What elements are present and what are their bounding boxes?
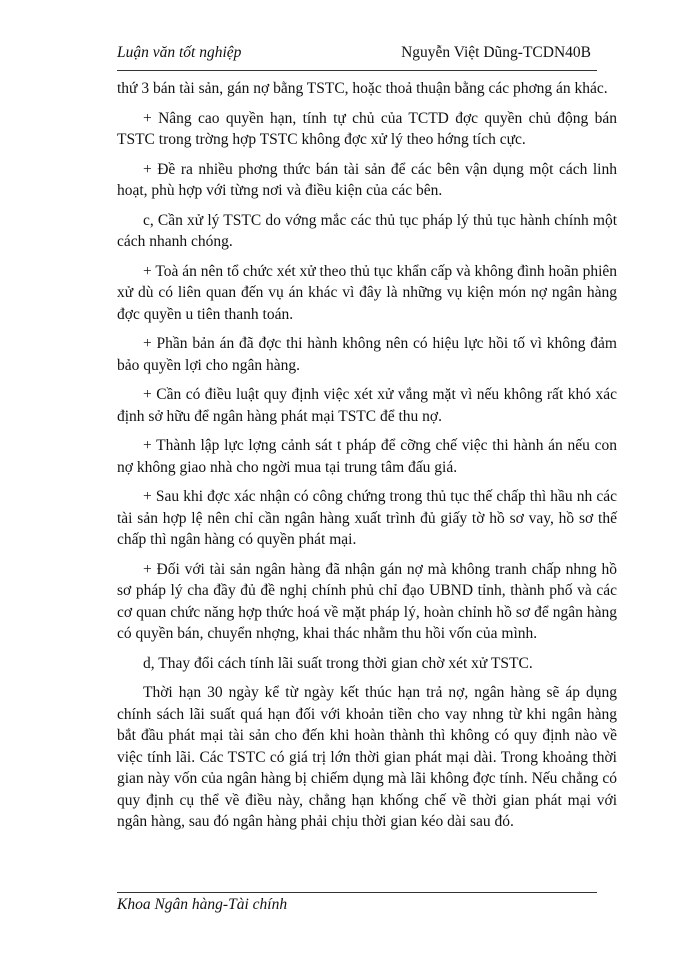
paragraph: + Phần bản án đã đợc thi hành không nên có hiệu lực hồi tố vì không đảm bảo quyền lợi cho ngân hàng. <box>117 335 617 374</box>
paragraph: Thời hạn 30 ngày kể từ ngày kết thúc hạn trả nợ, ngân hàng sẽ áp dụng chính sách lãi suất quá hạn đối với khoản tiền cho vay nhng từ khi ngân hàng bắt đầu phát mại tài sản cho đến khi hoàn thành thì không có quy định nào về việc tính lãi. Các TSTC có giá trị lớn thời gian phát mại dài. Trong khoảng thời gian này vốn của ngân hàng bị chiếm dụng mà lãi không đợc tính. Nếu chẳng có quy định cụ thể về điều này, chẳng hạn khống chế về thời gian phát mại với ngân hàng, sau đó ngân hàng phải chịu thời gian kéo dài sau đó. <box>117 684 617 830</box>
paragraph: + Toà án nên tổ chức xét xử theo thủ tục khẩn cấp và không đình hoãn phiên xử dù có liên quan đến vụ án khác vì đây là những vụ kiện món nợ ngân hàng đợc quyền u tiên thanh toán. <box>117 262 617 323</box>
paragraph: + Cần có điều luật quy định việc xét xử vắng mặt vì nếu không rất khó xác định sở hữu để ngân hàng phát mại TSTC để thu nợ. <box>117 386 617 425</box>
paragraph: + Thành lập lực lợng cảnh sát t pháp để cỡng chế việc thi hành án nếu con nợ không giao nhà cho ngời mua tại trung tâm đấu giá. <box>117 437 617 476</box>
paragraph: + Sau khi đợc xác nhận có công chứng trong thủ tục thế chấp thì hầu nh các tài sản hợp lệ nên chỉ cần ngân hàng xuất trình đủ giấy tờ hồ sơ vay, hồ sơ thế chấp thì ngân hàng có quyền phát mại. <box>117 488 617 548</box>
paragraph: + Nâng cao quyền hạn, tính tự chủ của TCTD đợc quyền chủ động bán TSTC trong trờng hợp TSTC không đợc xử lý theo hớng tích cực. <box>117 109 617 148</box>
page-footer: Khoa Ngân hàng-Tài chính <box>117 896 288 913</box>
page-header <box>117 44 597 68</box>
paragraph: + Đề ra nhiều phơng thức bán tài sản để các bên vận dụng một cách linh hoạt, phù hợp với từng nơi và điều kiện của các bên. <box>117 160 617 199</box>
paragraph: c, Cần xử lý TSTC do vớng mắc các thủ tục pháp lý thủ tục hành chính một cách nhanh chóng. <box>117 211 617 250</box>
header-left-title: Luận văn tốt nghiệp <box>117 44 242 61</box>
footer-divider <box>117 892 597 893</box>
paragraph: d, Thay đổi cách tính lãi suất trong thời gian chờ xét xử TSTC. <box>143 654 533 672</box>
header-divider <box>117 70 597 71</box>
document-body <box>117 78 617 841</box>
header-author: Nguyễn Việt Dũng-TCDN40B <box>401 44 591 61</box>
paragraph: thứ 3 bán tài sản, gán nợ bằng TSTC, hoặc thoả thuận bằng các phơng án khác. <box>117 80 608 97</box>
paragraph: + Đối với tài sản ngân hàng đã nhận gán nợ mà không tranh chấp nhng hồ sơ pháp lý cha đầy đủ đề nghị chính phủ chỉ đạo UBND tỉnh, thành phố và các cơ quan chức năng hợp thức hoá về mặt pháp lý, hoàn chỉnh hồ sơ để ngân hàng có quyền bán, chuyển nhợng, khai thác nhằm thu hồi vốn của mình. <box>117 560 617 642</box>
